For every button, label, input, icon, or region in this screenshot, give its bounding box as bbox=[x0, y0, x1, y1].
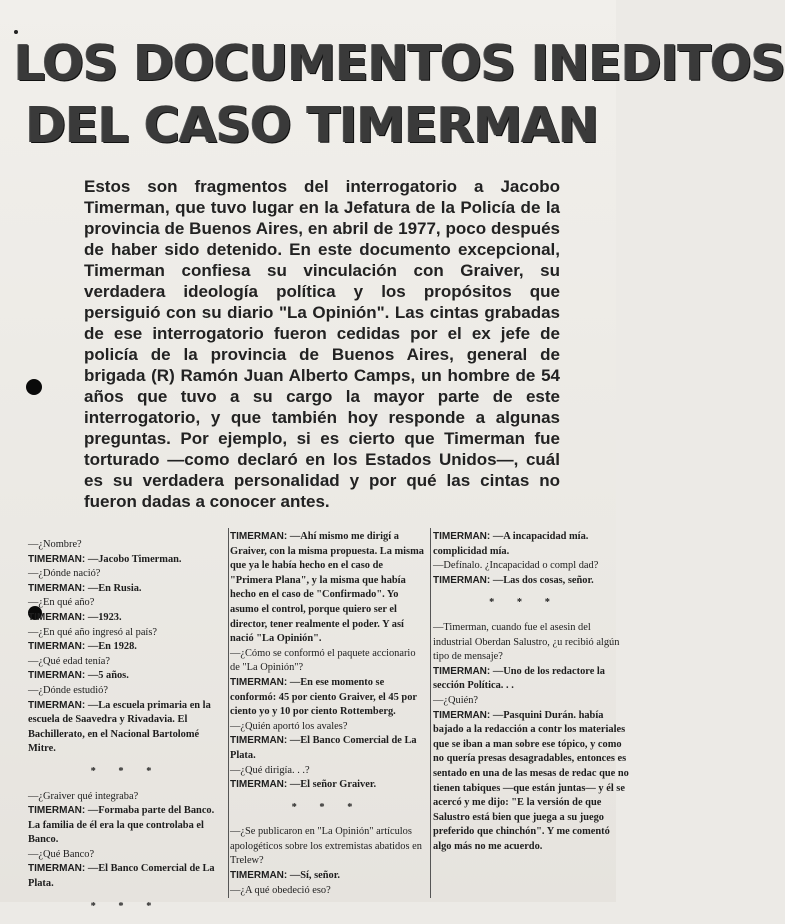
answer-line bbox=[28, 553, 224, 568]
binder-hole-upper bbox=[26, 379, 42, 395]
section-separator: * * * bbox=[90, 900, 162, 912]
speaker-label: TIMERMAN: bbox=[28, 553, 86, 565]
answer-text: —Formaba parte del Banco. La familia de él era la que controlaba el Banco. bbox=[28, 805, 215, 846]
question-line: —Defínalo. ¿Incapacidad o compl dad? bbox=[433, 560, 599, 572]
question-line: —¿Cómo se conformó el paquete accionario de "La Opinión"? bbox=[230, 647, 416, 674]
question-line: —¿Graiver qué integraba? bbox=[28, 790, 139, 802]
answer-line bbox=[28, 699, 224, 757]
answer-text: —Ahí mismo me dirigí a Graiver, con la misma propuesta. La misma que ya le había hecho en el caso de "Primera Plana", y la misma que había hecho en el caso de "Confirmado". Yo asumo el control, porque quiero ser el director, tener realmente el poder. Y así nació "La Opinión". bbox=[230, 531, 424, 645]
interview-column-1 bbox=[28, 538, 224, 924]
speaker-label: TIMERMAN: bbox=[433, 531, 491, 542]
answer-text: —1923. bbox=[85, 611, 122, 623]
speaker-label: TIMERMAN: bbox=[433, 709, 491, 721]
answer-line bbox=[433, 665, 629, 694]
question-line: —¿Quién? bbox=[433, 694, 479, 706]
speaker-label: TIMERMAN: bbox=[433, 665, 491, 677]
section-separator: * * * bbox=[291, 801, 363, 813]
column-rule-right bbox=[430, 528, 431, 898]
question-line: —¿A qué obedeció eso? bbox=[230, 884, 331, 896]
answer-line bbox=[28, 669, 224, 684]
speaker-label: TIMERMAN: bbox=[230, 870, 288, 882]
section-separator: * * * bbox=[90, 765, 162, 777]
answer-text: —Las dos cosas, señor. bbox=[490, 574, 594, 586]
answer-line bbox=[230, 676, 424, 720]
speaker-label: TIMERMAN: bbox=[28, 670, 86, 682]
question-line: —¿Qué dirigía. . .? bbox=[230, 764, 310, 776]
question-line: —¿Qué edad tenía? bbox=[28, 655, 110, 667]
answer-line bbox=[28, 611, 224, 626]
answer-line bbox=[230, 530, 424, 647]
answer-text: —En ese momento se conformó: 45 por ciento Graiver, el 45 por ciento yo y 10 por ciento Rottemberg. bbox=[230, 676, 417, 718]
answer-text: —En Rusia. bbox=[85, 582, 142, 594]
column-rule-left bbox=[228, 528, 229, 898]
question-line: —¿Se publicaron en "La Opinión" artículos apologéticos sobre los extremistas abatidos en Trelew? bbox=[230, 826, 422, 867]
speaker-label: TIMERMAN: bbox=[28, 863, 86, 875]
interview-column-3 bbox=[433, 530, 629, 854]
answer-line bbox=[28, 862, 224, 891]
interview-column-2 bbox=[230, 530, 424, 898]
answer-text: —La escuela primaria en la escuela de Saavedra y Rivadavia. El Bachillerato, en el Nacional Bartolomé Mitre. bbox=[28, 699, 211, 755]
speaker-label: TIMERMAN: bbox=[230, 779, 288, 791]
speaker-label: TIMERMAN: bbox=[28, 805, 86, 817]
answer-text: —El Banco Comercial de La Plata. bbox=[230, 735, 417, 761]
speaker-label: TIMERMAN: bbox=[28, 611, 86, 623]
answer-line bbox=[433, 709, 629, 855]
question-line: —¿En qué año? bbox=[28, 597, 95, 609]
question-line: —¿En qué año ingresó al país? bbox=[28, 626, 157, 638]
speaker-label: TIMERMAN: bbox=[230, 531, 288, 542]
question-line: —¿Qué Banco? bbox=[28, 848, 95, 860]
answer-line bbox=[28, 582, 224, 597]
speaker-label: TIMERMAN: bbox=[230, 676, 288, 688]
question-line: —¿Quién aportó los avales? bbox=[230, 720, 348, 732]
question-line: —Timerman, cuando fue el asesin del industrial Oberdan Salustro, ¿u recibió algún tipo de mensaje? bbox=[433, 621, 620, 663]
speaker-label: TIMERMAN: bbox=[28, 699, 86, 711]
answer-line bbox=[433, 574, 629, 589]
question-line: —¿Dónde estudió? bbox=[28, 684, 108, 696]
answer-text: —A incapacidad mía. complicidad mía. bbox=[433, 531, 589, 557]
answer-line bbox=[28, 804, 224, 848]
headline-line-1: LOS DOCUMENTOS INEDITOS bbox=[14, 35, 785, 92]
article-headline bbox=[14, 35, 785, 154]
answer-text: —Uno de los redactore la sección Política. . . bbox=[433, 665, 605, 692]
answer-text: —Jacobo Timerman. bbox=[85, 553, 182, 565]
answer-text: —En 1928. bbox=[85, 641, 137, 653]
answer-text: —Sí, señor. bbox=[287, 870, 340, 882]
answer-line bbox=[28, 640, 224, 655]
headline-line-2: DEL CASO TIMERMAN bbox=[25, 97, 599, 154]
answer-line bbox=[230, 778, 424, 793]
answer-text: —Pasquini Durán. había bajado a la redacción a contr los materiales que se iban a man sobre ese tópico, y como no quería presas desagradables, entonces es sentado en una de las mesas de redac que no tienen tabiques —que están juntas— y él se acercó y me dijo: "E la versión de que Salustro está bien que juega a su juego preferido que chinchón". Y me comentó algo más no me acuerdo. bbox=[433, 709, 629, 852]
answer-text: —El señor Graiver. bbox=[287, 779, 377, 791]
section-separator: * * * bbox=[489, 597, 560, 609]
speaker-label: TIMERMAN: bbox=[28, 582, 86, 594]
speaker-label: TIMERMAN: bbox=[230, 735, 288, 747]
answer-line bbox=[230, 734, 424, 763]
speaker-label: TIMERMAN: bbox=[28, 641, 86, 653]
question-line: —¿Dónde nació? bbox=[28, 568, 101, 580]
answer-line bbox=[433, 530, 629, 559]
corner-mark bbox=[14, 30, 18, 34]
answer-text: —5 años. bbox=[85, 670, 129, 682]
question-line: —¿Nombre? bbox=[28, 539, 82, 550]
answer-line bbox=[230, 869, 424, 884]
intro-paragraph: Estos son fragmentos del interrogatorio a Jacobo Timerman, que tuvo lugar en la Jefatura de la Policía de la provincia de Buenos Aires, en abril de 1977, poco después de haber sido detenido. En este documento excepcional, Timerman confiesa su vinculación con Graiver, su verdadera ideología política y los propósitos que persiguió con su diario "La Opinión". Las cintas grabadas de ese interrogatorio fueron cedidas por el ex jefe de policía de la provincia de Buenos Aires, general de brigada (R) Ramón Juan Alberto Camps, un hombre de 54 años que tuvo a su cargo la mayor parte de este interrogatorio, y que también hoy responde a algunas preguntas. Por ejemplo, si es cierto que Timerman fue torturado —como declaró en los Estados Unidos—, cuál es su verdadera personalidad y por qué las cintas no fueron dadas a conocer antes. bbox=[84, 177, 560, 511]
speaker-label: TIMERMAN: bbox=[433, 574, 491, 586]
answer-text: —El Banco Comercial de La Plata. bbox=[28, 863, 215, 890]
